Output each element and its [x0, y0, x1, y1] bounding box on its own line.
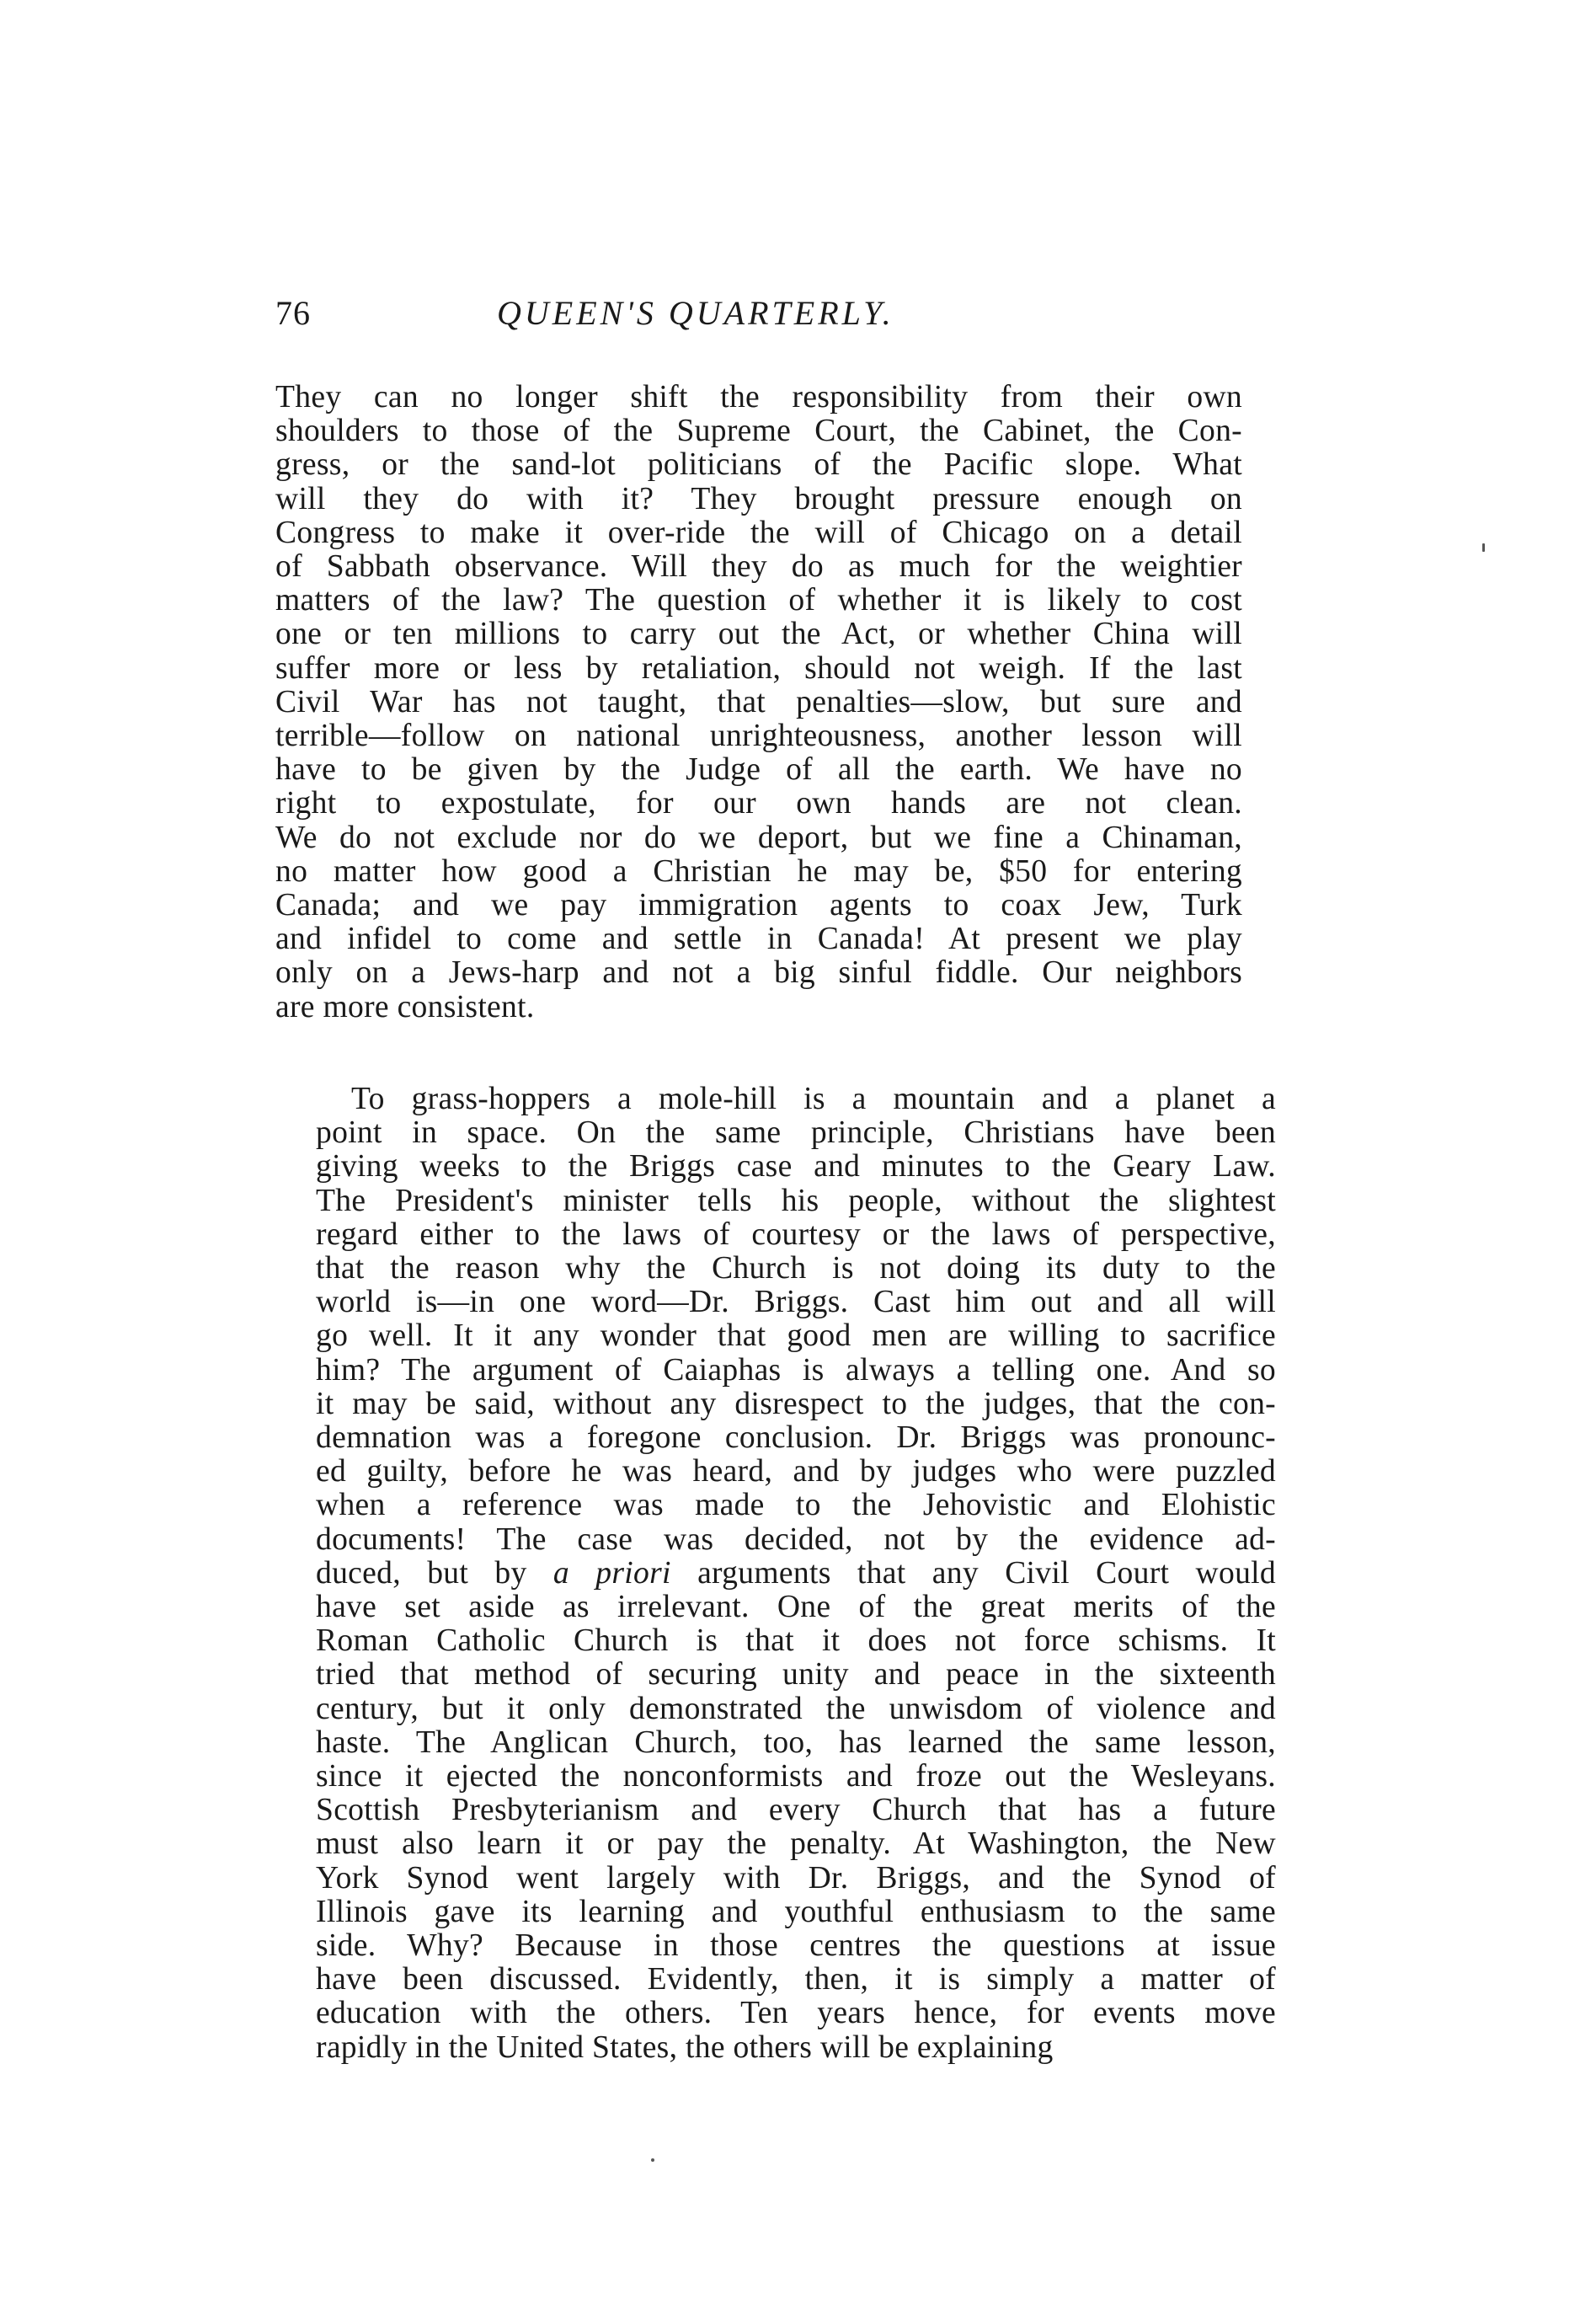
paragraph-new [316, 1083, 1276, 2065]
text-line: have to be given by the Judge of all the earth. We have no [275, 752, 1242, 788]
text-line: world is—in one word—Dr. Briggs. Cast him out and all will [316, 1285, 1276, 1320]
text-line: documents! The case was decided, not by the evidence ad- [316, 1521, 1276, 1557]
text-line: Civil War has not taught, that penalties—slow, but sure and [275, 684, 1242, 719]
text-line: no matter how good a Christian he may be, $50 for entering [275, 853, 1242, 889]
text-line: suffer more or less by retaliation, should not weigh. If the last [275, 650, 1242, 686]
text-line: have set aside as irrelevant. One of the great merits of the [316, 1590, 1276, 1625]
text-line: shoulders to those of the Supreme Court, the Cabinet, the Con- [275, 414, 1242, 449]
text-line: haste. The Anglican Church, too, has learned the same lesson, [316, 1724, 1276, 1760]
print-speck [1482, 543, 1485, 552]
text-line: giving weeks to the Briggs case and minutes to the Geary Law. [316, 1149, 1276, 1184]
text-line: him? The argument of Caiaphas is always a telling one. And so [316, 1352, 1276, 1388]
text-line: since it ejected the nonconformists and froze out the Wesleyans. [316, 1759, 1276, 1794]
running-head [275, 293, 1252, 344]
journal-title: QUEEN'S QUARTERLY. [497, 294, 894, 332]
text-line: that the reason why the Church is not doing its duty to the [316, 1251, 1276, 1286]
text-line: Roman Catholic Church is that it does not force schisms. It [316, 1623, 1276, 1659]
text-line: Congress to make it over-ride the will of Chicago on a detail [275, 515, 1242, 550]
text-line: century, but it only demonstrated the unwisdom of violence and [316, 1691, 1276, 1726]
text-line: must also learn it or pay the penalty. At Washington, the New [316, 1826, 1276, 1862]
text-line: Scottish Presbyterianism and every Church that has a future [316, 1793, 1276, 1828]
text-line: education with the others. Ten years hence, for events move [316, 1996, 1276, 2031]
text-line: go well. It it any wonder that good men are willing to sacrifice [316, 1318, 1276, 1354]
text-line: They can no longer shift the responsibility from their own [275, 380, 1242, 414]
text-line: Illinois gave its learning and youthful enthusiasm to the same [316, 1894, 1276, 1929]
text-line: point in space. On the same principle, Christians have been [316, 1115, 1276, 1151]
text-line: are more consistent. [275, 989, 535, 1024]
text-line: side. Why? Because in those centres the questions at issue [316, 1928, 1276, 1964]
text-line: duced, but by a priori arguments that any Civil Court would [316, 1555, 1276, 1591]
text-line: when a reference was made to the Jehovistic and Elohistic [316, 1488, 1276, 1523]
text-line: one or ten millions to carry out the Act, or whether China will [275, 617, 1242, 652]
text-line: have been discussed. Evidently, then, it is simply a matter of [316, 1962, 1276, 1997]
paragraph-continued [275, 381, 1242, 1024]
text-line: right to expostulate, for our own hands are not clean. [275, 786, 1242, 821]
text-line: it may be said, without any disrespect to the judges, that the con- [316, 1386, 1276, 1421]
print-speck [651, 2158, 654, 2162]
text-line: terrible—follow on national unrighteousness, another lesson will [275, 719, 1242, 754]
page-number: 76 [275, 294, 311, 332]
text-line: matters of the law? The question of whether it is likely to cost [275, 583, 1242, 618]
text-line: regard either to the laws of courtesy or the laws of perspective, [316, 1216, 1276, 1252]
text-line: ed guilty, before he was heard, and by judges who were puzzled [316, 1454, 1276, 1489]
text-line: rapidly in the United States, the others will be explaining [316, 2029, 1054, 2065]
text-line: demnation was a foregone conclusion. Dr. Briggs was pronounc- [316, 1420, 1276, 1456]
text-line: tried that method of securing unity and peace in the sixteenth [316, 1657, 1276, 1692]
text-line: The President's minister tells his people, without the slightest [316, 1183, 1276, 1218]
text-line: only on a Jews-harp and not a big sinful fiddle. Our neighbors [275, 955, 1242, 991]
text-line: Canada; and we pay immigration agents to coax Jew, Turk [275, 888, 1242, 923]
text-line: We do not exclude nor do we deport, but we fine a Chinaman, [275, 820, 1242, 855]
text-line: gress, or the sand-lot politicians of the Pacific slope. What [275, 447, 1242, 483]
text-line: and infidel to come and settle in Canada! At present we play [275, 922, 1242, 957]
text-line: York Synod went largely with Dr. Briggs, and the Synod of [316, 1860, 1276, 1896]
text-line: of Sabbath observance. Will they do as much for the weightier [275, 549, 1242, 585]
text-line: will they do with it? They brought pressure enough on [275, 481, 1242, 516]
text-line: To grass-hoppers a mole-hill is a mountain and a planet a [351, 1082, 1276, 1116]
